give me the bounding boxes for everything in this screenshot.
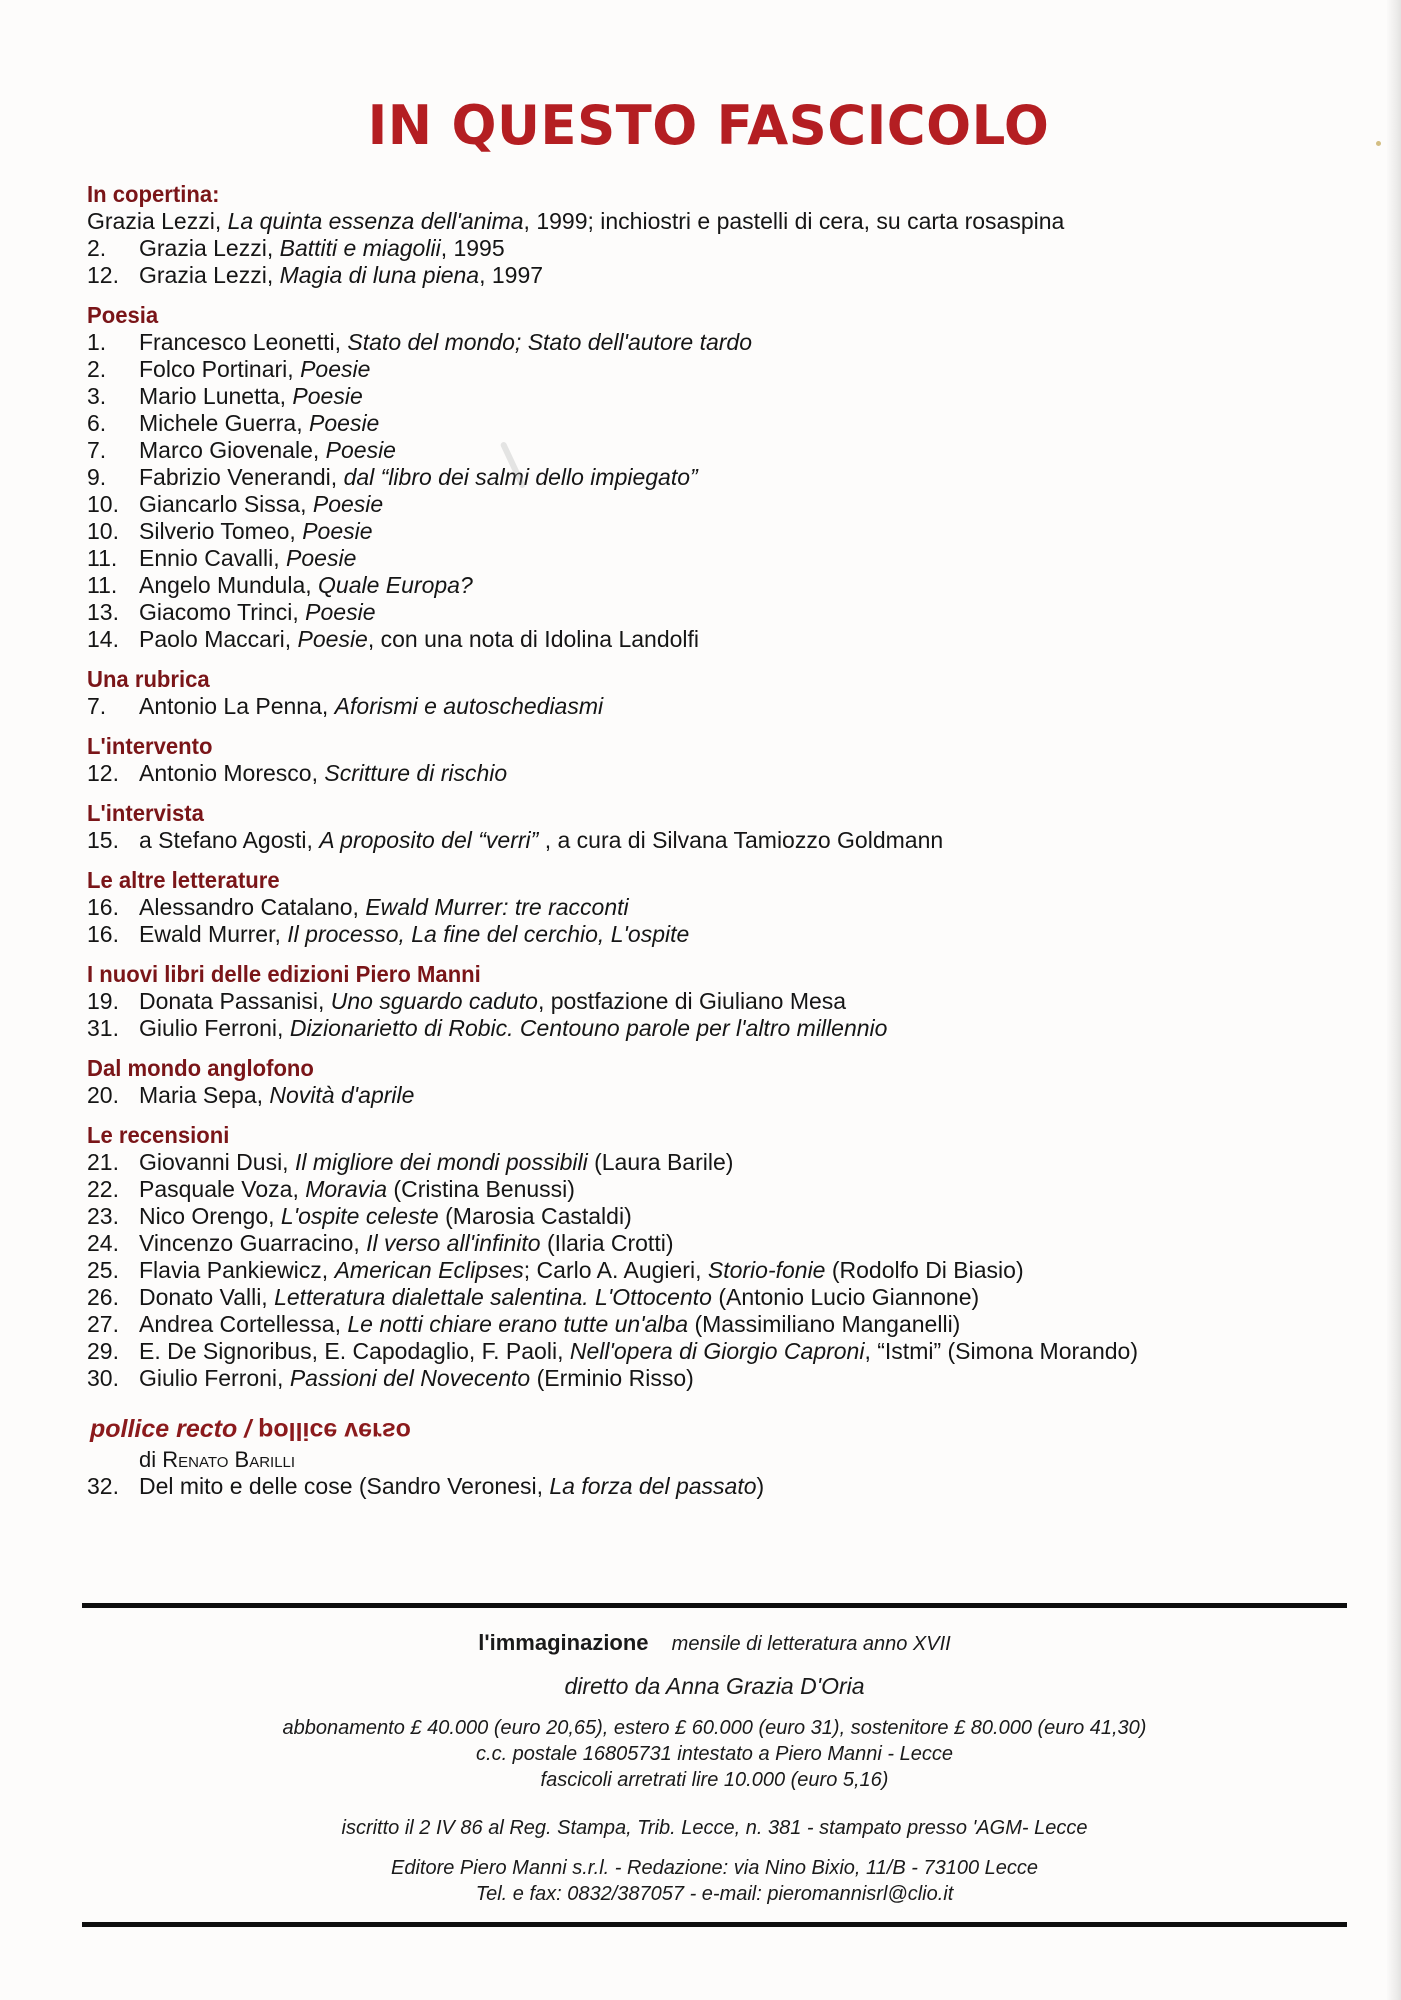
toc-entry (87, 491, 1337, 518)
entry-author: Giacomo Trinci, (139, 599, 306, 625)
entry-text (87, 208, 1064, 235)
toc-section (87, 180, 1337, 289)
entry-note: (Ilaria Crotti) (540, 1230, 674, 1256)
entry-note: (Laura Barile) (587, 1149, 734, 1175)
print-speck (1376, 141, 1381, 146)
entry-work-title: Poesie (309, 410, 380, 436)
page-edge (1387, 0, 1401, 2000)
entry-author: Pasquale Voza, (139, 1176, 306, 1202)
entry-note: , postfazione di Giuliano Mesa (537, 988, 847, 1014)
entry-text (139, 1203, 632, 1230)
entry-text (139, 1338, 1138, 1365)
entry-author: Maria Sepa, (139, 1082, 270, 1108)
director: diretto da Anna Grazia D'Oria (564, 1673, 865, 1699)
entry-work-title: dal “libro dei salmi dello impiegato” (343, 464, 698, 490)
byline-author: Renato Barilli (162, 1447, 296, 1472)
entry-author: Grazia Lezzi, (139, 262, 280, 288)
toc-entry (87, 437, 1337, 464)
entry-work-title: Stato del mondo; Stato dell'autore tardo (347, 329, 753, 355)
entry-author: Giovanni Dusi, (139, 1149, 295, 1175)
entry-text (139, 760, 507, 787)
postal-account: c.c. postale 16805731 intestato a Piero Manni - Lecce (476, 1743, 953, 1765)
entry-page-number: 26. (87, 1284, 119, 1310)
entry-text (139, 1284, 979, 1311)
section-heading: L'intervista (87, 800, 204, 826)
entry-text (139, 1365, 694, 1392)
entry-page-number: 2. (87, 235, 107, 261)
toc-section (87, 1054, 1337, 1109)
toc-section (87, 866, 1337, 948)
byline-prefix: di (139, 1447, 163, 1472)
entry-text (139, 383, 363, 410)
toc-section (87, 1121, 1337, 1392)
toc-section (87, 732, 1337, 787)
entry-note: (Marosia Castaldi) (438, 1203, 632, 1229)
entry-page-number: 3. (87, 383, 107, 409)
page-title: IN QUESTO FASCICOLO (367, 94, 1050, 157)
entry-text (139, 410, 379, 437)
entry-text (139, 1473, 764, 1500)
entry-work-title: Il verso all'infinito (366, 1230, 541, 1256)
section-heading: In copertina: (87, 181, 220, 207)
entry-author: Alessandro Catalano, (139, 894, 366, 920)
toc-entry (87, 1473, 1337, 1500)
entry-note: , con una nota di Idolina Landolfi (367, 626, 700, 652)
entry-page-number: 10. (87, 491, 119, 517)
entry-page-number: 7. (87, 693, 107, 719)
entry-author: Angelo Mundula, (139, 572, 319, 598)
toc-entry (87, 1203, 1337, 1230)
toc-entry (87, 599, 1337, 626)
entry-author: Vincenzo Guarracino, (139, 1230, 367, 1256)
entry-page-number: 2. (87, 356, 107, 382)
entry-work-title: Le notti chiare erano tutte un'alba (347, 1311, 689, 1337)
entry-text (139, 545, 356, 572)
toc-entry (87, 1015, 1337, 1042)
entry-work-title: Moravia (305, 1176, 388, 1202)
entry-page-number: 22. (87, 1176, 119, 1202)
toc-entry (87, 1149, 1337, 1176)
toc-section (87, 799, 1337, 854)
toc-entry (87, 626, 1337, 653)
entry-text (139, 518, 373, 545)
entry-work-title: Nell'opera di Giorgio Caproni (569, 1338, 865, 1364)
toc-entry (87, 1284, 1337, 1311)
entry-author: Antonio Moresco, (139, 760, 325, 786)
entry-page-number: 32. (87, 1473, 119, 1499)
publisher-address: Editore Piero Manni s.r.l. - Redazione: via Nino Bixio, 11/B - 73100 Lecce (391, 1857, 1038, 1879)
toc-entry (87, 410, 1337, 437)
entry-author: Grazia Lezzi, (139, 235, 280, 261)
colophon (82, 1628, 1347, 1907)
entry-note: (Antonio Lucio Giannone) (711, 1284, 980, 1310)
entry-work-title: Passioni del Novecento (289, 1365, 531, 1391)
entry-page-number: 15. (87, 827, 119, 853)
subscription-info: abbonamento £ 40.000 (euro 20,65), estero £ 60.000 (euro 31), sostenitore £ 80.000 (euro 41,30) (282, 1717, 1147, 1739)
entry-page-number: 21. (87, 1149, 119, 1175)
entry-page-number: 11. (87, 545, 118, 571)
entry-text (139, 1149, 733, 1176)
entry-text (139, 235, 505, 262)
toc-entry (87, 1257, 1337, 1284)
entry-text (139, 1015, 887, 1042)
toc-entry (87, 1176, 1337, 1203)
entry-page-number: 1. (87, 329, 107, 355)
toc-entry (87, 518, 1337, 545)
entry-note: (Cristina Benussi) (387, 1176, 575, 1202)
entry-work-title: Scritture di rischio (324, 760, 508, 786)
pollice-recto: pollice recto / (90, 1415, 259, 1443)
entry-note: , a cura di Silvana Tamiozzo Goldmann (538, 827, 944, 853)
entry-author: Grazia Lezzi, (87, 208, 228, 234)
toc-entry (87, 208, 1337, 235)
entry-page-number: 13. (87, 599, 119, 625)
pollice-byline (87, 1446, 1337, 1473)
section-heading: L'intervento (87, 733, 213, 759)
entry-work-title: Aforismi e autoschediasmi (334, 693, 604, 719)
entry-note: (Erminio Risso) (530, 1365, 694, 1391)
toc-entry (87, 464, 1337, 491)
registration: iscritto il 2 IV 86 al Reg. Stampa, Trib. Lecce, n. 381 - stampato presso 'AGM- Lecce (341, 1817, 1088, 1839)
toc-entry (87, 262, 1337, 289)
entry-text (139, 1257, 1024, 1284)
toc-entry (87, 921, 1337, 948)
entry-note: , “Istmi” (Simona Morando) (864, 1338, 1138, 1364)
entry-work-title: Letteratura dialettale salentina. L'Ottocento (274, 1284, 712, 1310)
entry-text (139, 693, 603, 720)
pollice-verso-inverted: pollice verso (258, 1417, 411, 1445)
entry-author: Mario Lunetta, (139, 383, 293, 409)
entry-author: Folco Portinari, (139, 356, 301, 382)
entry-work-title: Uno sguardo caduto (330, 988, 538, 1014)
entry-author: Giulio Ferroni, (139, 1365, 290, 1391)
entry-author: Paolo Maccari, (139, 626, 298, 652)
entry-page-number: 20. (87, 1082, 119, 1108)
section-heading: Le recensioni (87, 1122, 230, 1148)
entry-page-number: 23. (87, 1203, 119, 1229)
toc-entry (87, 894, 1337, 921)
entry-note: (Massimiliano Manganelli) (688, 1311, 961, 1337)
entry-author: Donato Valli, (139, 1284, 275, 1310)
section-heading: Poesia (87, 302, 159, 328)
entry-page-number: 10. (87, 518, 119, 544)
entry-work-title: Poesie (297, 626, 368, 652)
entry-work-title: Il migliore dei mondi possibili (294, 1149, 588, 1175)
toc-entry (87, 329, 1337, 356)
entry-author: a Stefano Agosti, (139, 827, 320, 853)
entry-author: Flavia Pankiewicz, (139, 1257, 335, 1283)
entry-work-title: Il processo, La fine del cerchio, L'ospite (287, 921, 690, 947)
entry-work-title: A proposito del “verri” (319, 827, 539, 853)
entry-page-number: 24. (87, 1230, 119, 1256)
section-heading: Le altre letterature (87, 867, 280, 893)
entry-author: Del mito e delle cose (Sandro Veronesi, (139, 1473, 550, 1499)
entry-text (139, 491, 383, 518)
toc-entry (87, 235, 1337, 262)
toc-entry (87, 572, 1337, 599)
toc-entry (87, 827, 1337, 854)
entry-note: (Rodolfo Di Biasio) (825, 1257, 1024, 1283)
entry-author: Michele Guerra, (139, 410, 310, 436)
pollice-section (87, 1414, 1337, 1500)
entry-page-number: 9. (87, 464, 107, 490)
section-heading: Dal mondo anglofono (87, 1055, 314, 1081)
entry-page-number: 12. (87, 760, 119, 786)
entry-note: , 1995 (440, 235, 505, 261)
divider-bottom (82, 1922, 1347, 1927)
entry-work-title: Quale Europa? (318, 572, 473, 598)
entry-work-title: Poesie (312, 491, 384, 517)
entry-text (139, 1176, 575, 1203)
entry-page-number: 25. (87, 1257, 119, 1283)
toc-entry (87, 1338, 1337, 1365)
entry-work-title: Magia di luna piena (279, 262, 480, 288)
entry-text (139, 1311, 960, 1338)
entry-page-number: 27. (87, 1311, 119, 1337)
entry-work-title: Poesie (286, 545, 357, 571)
pollice-heading (87, 1414, 1337, 1446)
entry-author: Andrea Cortellessa, (139, 1311, 348, 1337)
entry-author: Donata Passanisi, (139, 988, 331, 1014)
toc-section (87, 665, 1337, 720)
toc-entry (87, 693, 1337, 720)
entry-text (139, 1230, 673, 1257)
back-issues: fascicoli arretrati lire 10.000 (euro 5,16) (540, 1769, 889, 1791)
entry-work-title: Poesie (325, 437, 396, 463)
entry-author: Antonio La Penna, (139, 693, 335, 719)
toc-entry (87, 1230, 1337, 1257)
entry-text (139, 1082, 414, 1109)
entry-work-title: L'ospite celeste (280, 1203, 439, 1229)
colophon-masthead (82, 1628, 1347, 1659)
entry-text (139, 464, 698, 491)
entry-page-number: 14. (87, 626, 119, 652)
toc-section (87, 301, 1337, 653)
entry-page-number: 6. (87, 410, 107, 436)
entry-text (139, 599, 375, 626)
entry-text (139, 921, 689, 948)
entry-work-title: Novità d'aprile (269, 1082, 415, 1108)
entry-page-number: 12. (87, 262, 119, 288)
section-heading: Una rubrica (87, 666, 210, 692)
entry-work-title: Battiti e miagolii (279, 235, 441, 261)
entry-text (139, 262, 543, 289)
entry-author: Nico Orengo, (139, 1203, 281, 1229)
entry-page-number: 29. (87, 1338, 119, 1364)
entry-text (139, 437, 396, 464)
entry-note: ; Carlo A. Augieri, (523, 1257, 708, 1283)
entry-text (139, 894, 629, 921)
entry-page-number: 30. (87, 1365, 119, 1391)
toc-section (87, 960, 1337, 1042)
entry-note: ) (756, 1473, 765, 1499)
toc-entry (87, 1365, 1337, 1392)
entry-text (139, 988, 846, 1015)
magazine-name: l'immaginazione (478, 1630, 649, 1655)
entry-work-title: La forza del passato (549, 1473, 757, 1499)
toc-entry (87, 356, 1337, 383)
entry-author: Ennio Cavalli, (139, 545, 287, 571)
entry-page-number: 19. (87, 988, 119, 1014)
entry-work-title: American Eclipses (334, 1257, 524, 1283)
entry-author: Ewald Murrer, (139, 921, 288, 947)
toc-entry (87, 383, 1337, 410)
entry-text (139, 572, 473, 599)
entry-note: , 1997 (479, 262, 544, 288)
entry-text (139, 329, 752, 356)
publisher-contact: Tel. e fax: 0832/387057 - e-mail: pieromannisrl@clio.it (475, 1883, 954, 1905)
toc-entry (87, 1082, 1337, 1109)
entry-work-title: La quinta essenza dell'anima (227, 208, 524, 234)
entry-work-title: Dizionarietto di Robic. Centouno parole per l'altro millennio (289, 1015, 888, 1041)
entry-note: , 1999; inchiostri e pastelli di cera, su carta rosaspina (523, 208, 1065, 234)
entry-text (139, 827, 943, 854)
entry-author: Silverio Tomeo, (139, 518, 303, 544)
entry-author: Marco Giovenale, (139, 437, 326, 463)
toc-entry (87, 545, 1337, 572)
section-heading: I nuovi libri delle edizioni Piero Manni (87, 961, 481, 987)
entry-page-number: 7. (87, 437, 107, 463)
toc-entry (87, 988, 1337, 1015)
table-of-contents (87, 180, 1337, 1500)
entry-page-number: 31. (87, 1015, 119, 1041)
entry-work-title: Poesie (302, 518, 373, 544)
entry-work-title: Storio-fonie (707, 1257, 826, 1283)
entry-page-number: 16. (87, 921, 119, 947)
entry-author: Fabrizio Venerandi, (139, 464, 344, 490)
toc-entry (87, 760, 1337, 787)
entry-author: Giulio Ferroni, (139, 1015, 290, 1041)
magazine-subtitle: mensile di letteratura anno XVII (671, 1633, 951, 1655)
entry-work-title: Poesie (300, 356, 371, 382)
entry-page-number: 16. (87, 894, 119, 920)
entry-author: Francesco Leonetti, (139, 329, 348, 355)
entry-author: Giancarlo Sissa, (139, 491, 313, 517)
entry-work-title: Ewald Murrer: tre racconti (365, 894, 629, 920)
toc-entry (87, 1311, 1337, 1338)
entry-text (139, 356, 370, 383)
entry-work-title: Poesie (305, 599, 376, 625)
entry-work-title: Poesie (292, 383, 363, 409)
entry-page-number: 11. (87, 572, 118, 598)
divider-top (82, 1603, 1347, 1608)
entry-text (139, 626, 699, 653)
entry-author: E. De Signoribus, E. Capodaglio, F. Paoli, (139, 1338, 570, 1364)
